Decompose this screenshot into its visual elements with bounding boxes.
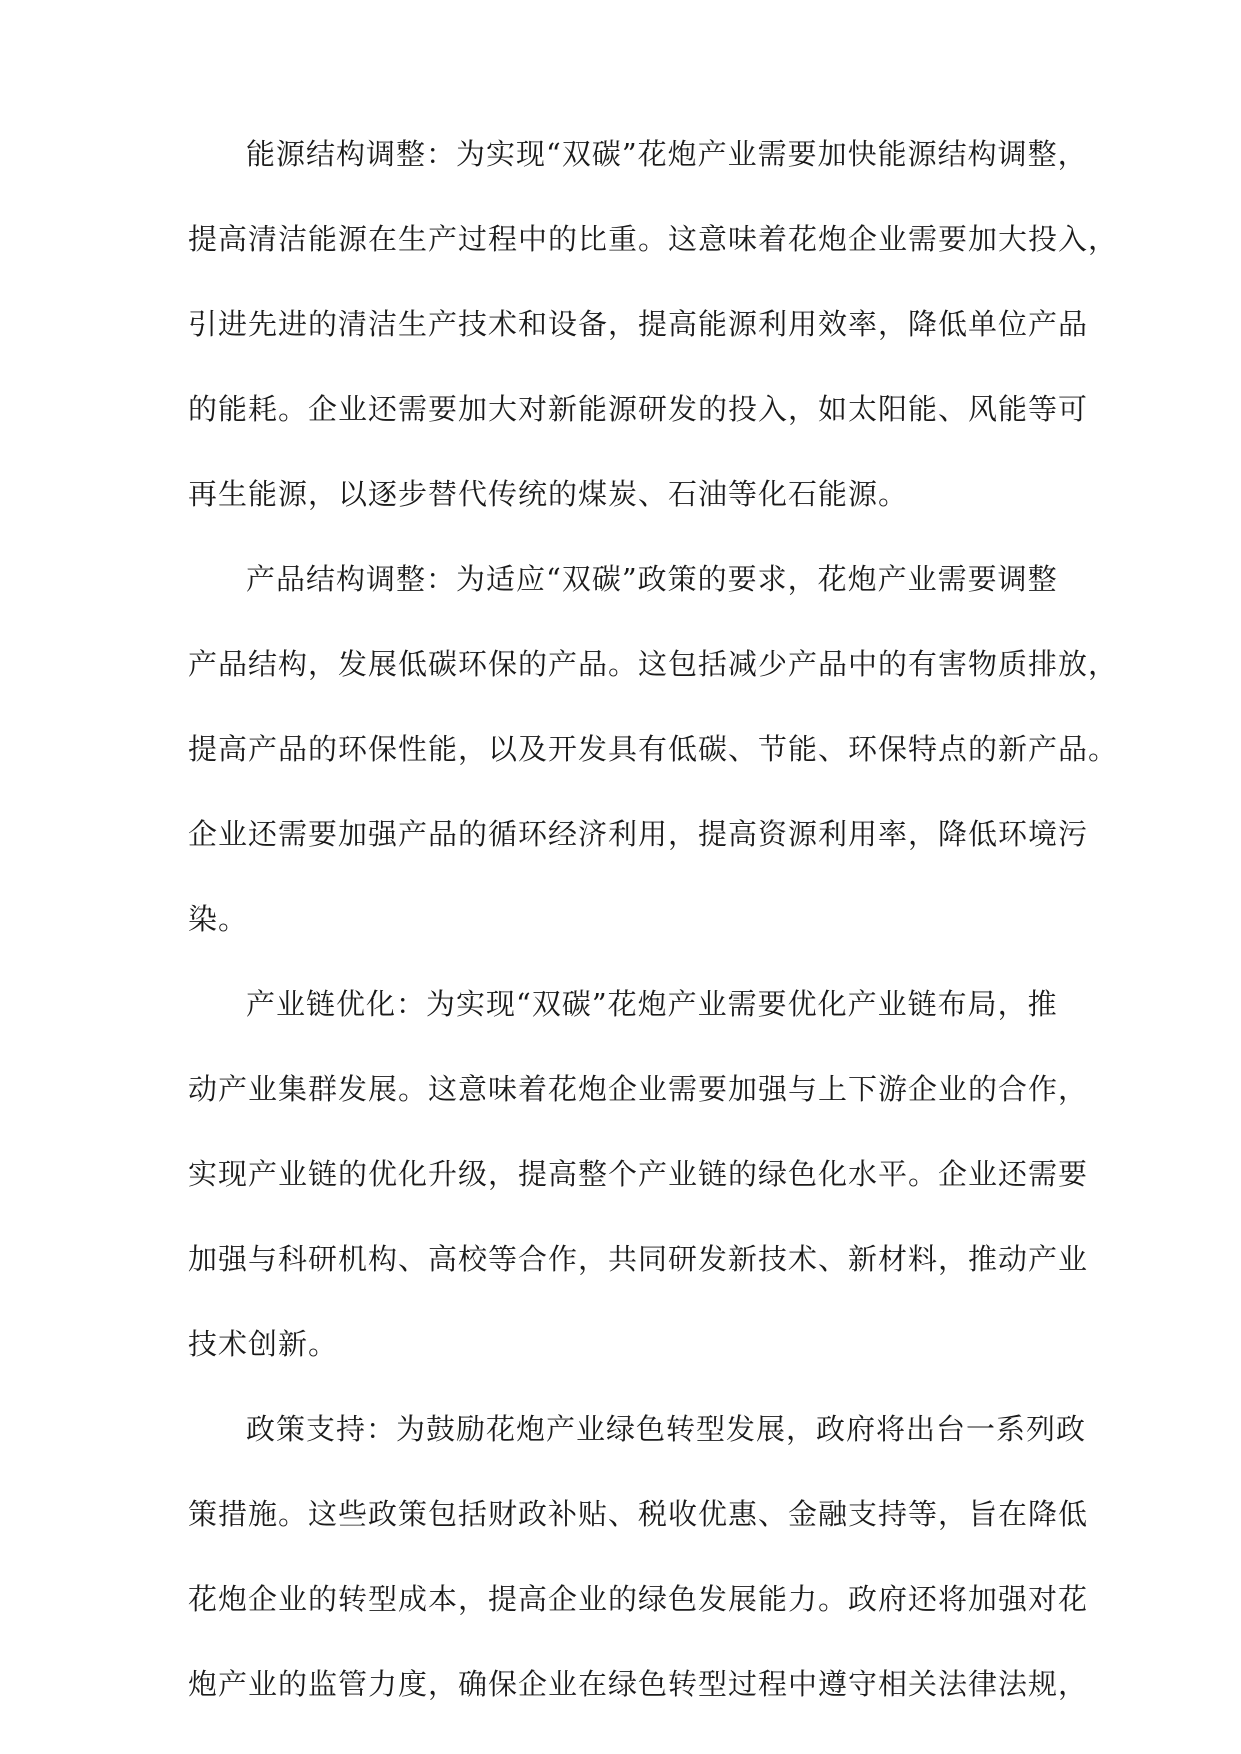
paragraph-3-line-4: 加强与科研机构、高校等合作，共同研发新技术、新材料，推动产业 — [188, 1242, 1089, 1276]
paragraph-4-line-4: 炮产业的监管力度，确保企业在绿色转型过程中遵守相关法律法规， — [188, 1667, 1089, 1701]
paragraph-2-line-2: 产品结构，发展低碳环保的产品。这包括减少产品中的有害物质排放， — [188, 647, 1119, 681]
paragraph-1-line-3: 引进先进的清洁生产技术和设备，提高能源利用效率，降低单位产品 — [188, 307, 1089, 341]
paragraph-3-line-5: 技术创新。 — [188, 1327, 339, 1361]
paragraph-3-line-3: 实现产业链的优化升级，提高整个产业链的绿色化水平。企业还需要 — [188, 1157, 1089, 1191]
paragraph-3-line-1: 产业链优化：为实现“双碳”花炮产业需要优化产业链布局，推 — [246, 987, 1058, 1021]
paragraph-4-line-3: 花炮企业的转型成本，提高企业的绿色发展能力。政府还将加强对花 — [188, 1582, 1089, 1616]
paragraph-1-line-2: 提高清洁能源在生产过程中的比重。这意味着花炮企业需要加大投入， — [188, 222, 1119, 256]
paragraph-2-line-4: 企业还需要加强产品的循环经济利用，提高资源利用率，降低环境污 — [188, 817, 1089, 851]
paragraph-1-line-1: 能源结构调整：为实现“双碳”花炮产业需要加快能源结构调整， — [246, 137, 1088, 171]
paragraph-2-line-1: 产品结构调整：为适应“双碳”政策的要求，花炮产业需要调整 — [246, 562, 1058, 596]
paragraph-4-line-2: 策措施。这些政策包括财政补贴、税收优惠、金融支持等，旨在降低 — [188, 1497, 1089, 1531]
paragraph-4-line-1: 政策支持：为鼓励花炮产业绿色转型发展，政府将出台一系列政 — [246, 1412, 1087, 1446]
paragraph-2-line-3: 提高产品的环保性能，以及开发具有低碳、节能、环保特点的新产品。 — [188, 732, 1119, 766]
paragraph-2-line-5: 染。 — [188, 902, 249, 936]
paragraph-3-line-2: 动产业集群发展。这意味着花炮企业需要加强与上下游企业的合作， — [188, 1072, 1089, 1106]
paragraph-1-line-5: 再生能源，以逐步替代传统的煤炭、石油等化石能源。 — [188, 477, 909, 511]
paragraph-1-line-4: 的能耗。企业还需要加大对新能源研发的投入，如太阳能、风能等可 — [188, 392, 1089, 426]
